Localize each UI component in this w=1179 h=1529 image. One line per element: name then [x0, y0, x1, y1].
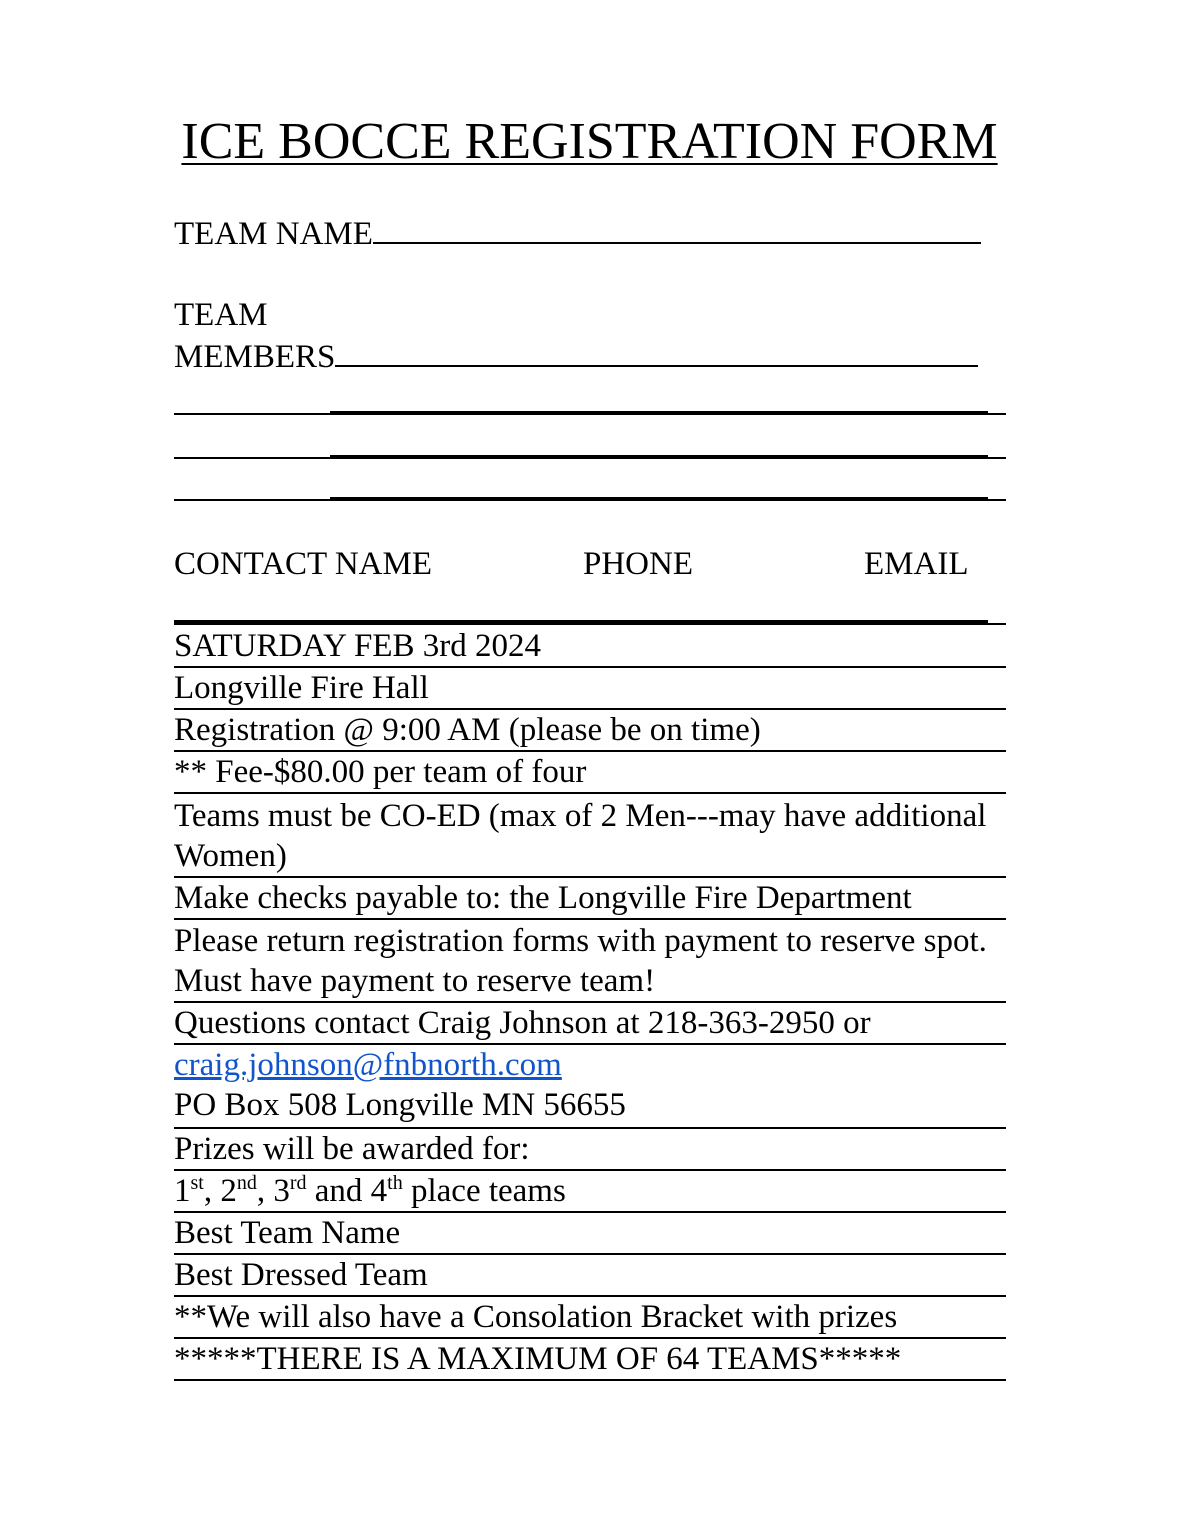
contact-name-label: CONTACT NAME [174, 546, 433, 582]
coed-rule: Teams must be CO-ED (max of 2 Men---may have additional Women) [174, 796, 1006, 878]
member-line-2-overlay [330, 455, 988, 458]
page-title: ICE BOCCE REGISTRATION FORM [181, 113, 998, 170]
contact-details [174, 1045, 1006, 1129]
team-members-label: MEMBERS [174, 339, 336, 375]
team-members-label-line1: TEAM [174, 297, 268, 333]
member-line-1-overlay [330, 411, 988, 414]
return-forms: Please return registration forms with payment to reserve spot. Must have payment to reserve team! [174, 921, 1006, 1003]
consolation-bracket: **We will also have a Consolation Bracket with prizes [174, 1297, 1006, 1339]
mailing-address: PO Box 508 Longville MN 56655 [174, 1087, 626, 1123]
team-name-blank[interactable] [373, 242, 981, 244]
contact-email-link[interactable]: craig.johnson@fnbnorth.com [174, 1047, 562, 1083]
questions-contact: Questions contact Craig Johnson at 218-363-2950 or [174, 1003, 1006, 1045]
prize-places: 1st, 2nd, 3rd and 4th place teams [174, 1171, 1006, 1213]
contact-line[interactable] [174, 623, 1006, 625]
team-name-label: TEAM NAME [174, 216, 373, 252]
checks-payable: Make checks payable to: the Longville Fire Department [174, 878, 1006, 920]
team-members-blank[interactable] [335, 365, 978, 367]
phone-label: PHONE [583, 546, 694, 582]
event-location: Longville Fire Hall [174, 668, 1006, 710]
event-date: SATURDAY FEB 3rd 2024 [174, 626, 1006, 668]
member-line-3-overlay [330, 497, 988, 500]
email-label: EMAIL [864, 546, 969, 582]
team-members-field[interactable] [174, 336, 978, 378]
maximum-teams: *****THERE IS A MAXIMUM OF 64 TEAMS***** [174, 1339, 1006, 1381]
team-fee: ** Fee-$80.00 per team of four [174, 752, 1006, 794]
prize-best-team-name: Best Team Name [174, 1213, 1006, 1255]
contact-line-overlay [174, 620, 988, 623]
team-name-field[interactable] [174, 213, 981, 255]
prizes-intro: Prizes will be awarded for: [174, 1129, 1006, 1171]
registration-time: Registration @ 9:00 AM (please be on time) [174, 710, 1006, 752]
prize-best-dressed: Best Dressed Team [174, 1255, 1006, 1297]
